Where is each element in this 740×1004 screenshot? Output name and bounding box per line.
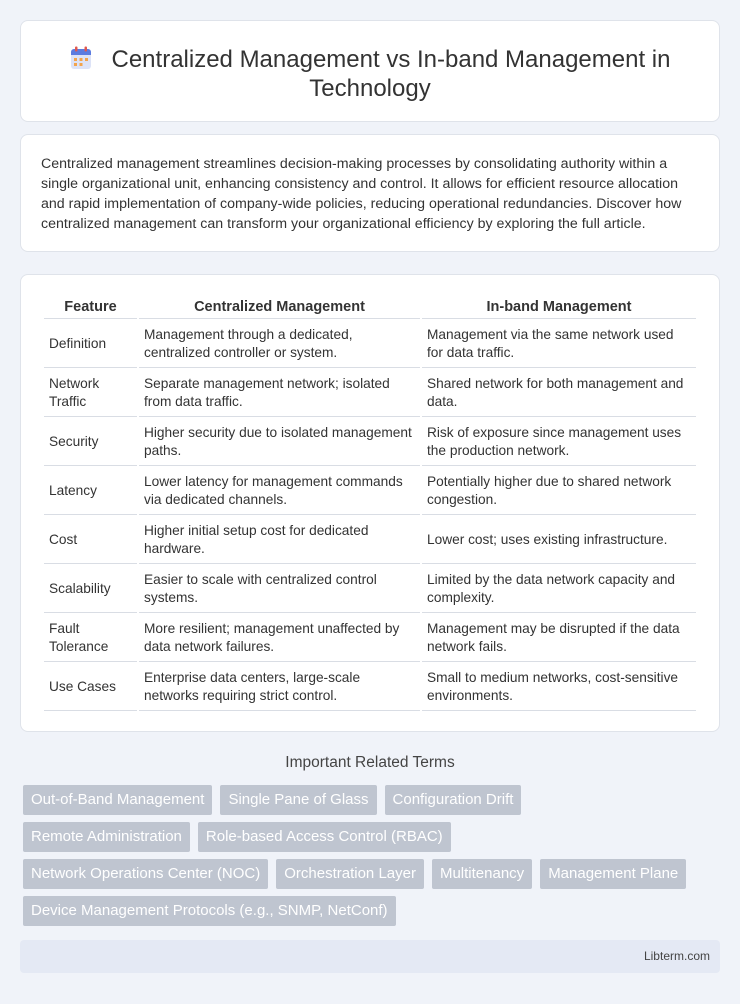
comparison-table (42, 293, 698, 713)
term-row (23, 896, 723, 926)
term-tag[interactable]: Device Management Protocols (e.g., SNMP, NetConf) (23, 896, 396, 926)
term-tag[interactable]: Management Plane (540, 859, 686, 889)
feature-cell: Use Cases (44, 664, 137, 711)
term-row (23, 859, 723, 889)
table-row (44, 566, 696, 613)
term-row (23, 822, 723, 852)
page-title-text: Centralized Management vs In-band Management in Technology (111, 46, 671, 102)
feature-cell: Latency (44, 468, 137, 515)
table-header-row (44, 295, 696, 319)
page-title (21, 45, 719, 103)
centralized-cell: Enterprise data centers, large-scale networks requiring strict control. (139, 664, 420, 711)
footer-site-link[interactable]: Libterm.com (643, 949, 710, 963)
calendar-icon (70, 46, 92, 70)
term-tag[interactable]: Orchestration Layer (276, 859, 424, 889)
table-row (44, 419, 696, 466)
centralized-cell: More resilient; management unaffected by data network failures. (139, 615, 420, 662)
centralized-cell: Easier to scale with centralized control systems. (139, 566, 420, 613)
header-centralized: Centralized Management (139, 295, 420, 319)
term-tag[interactable]: Remote Administration (23, 822, 190, 852)
comparison-card (20, 274, 720, 732)
centralized-cell: Higher security due to isolated management paths. (139, 419, 420, 466)
header-feature: Feature (44, 295, 137, 319)
inband-cell: Management may be disrupted if the data network fails. (422, 615, 696, 662)
related-terms (23, 785, 723, 933)
intro-paragraph: Centralized management streamlines decision-making processes by consolidating authority within a single organizational unit, enhancing consistency and control. It allows for efficient resource allocation and rapid implementation of company-wide policies, reducing operational redundancies. Discover how centralized management can transform your organizational efficiency by exploring the full article. (41, 156, 682, 232)
table-row (44, 615, 696, 662)
feature-cell: Cost (44, 517, 137, 564)
centralized-cell: Management through a dedicated, centralized controller or system. (139, 321, 420, 368)
term-tag[interactable]: Role-based Access Control (RBAC) (198, 822, 451, 852)
table-row (44, 321, 696, 368)
centralized-cell: Lower latency for management commands via dedicated channels. (139, 468, 420, 515)
intro-card (20, 134, 720, 252)
centralized-cell: Higher initial setup cost for dedicated hardware. (139, 517, 420, 564)
inband-cell: Lower cost; uses existing infrastructure. (422, 517, 696, 564)
inband-cell: Potentially higher due to shared network congestion. (422, 468, 696, 515)
feature-cell: Network Traffic (44, 370, 137, 417)
header-inband: In-band Management (422, 295, 696, 319)
centralized-cell: Separate management network; isolated from data traffic. (139, 370, 420, 417)
title-card (20, 20, 720, 122)
table-row (44, 517, 696, 564)
term-tag[interactable]: Single Pane of Glass (220, 785, 376, 815)
feature-cell: Fault Tolerance (44, 615, 137, 662)
feature-cell: Definition (44, 321, 137, 368)
inband-cell: Risk of exposure since management uses the production network. (422, 419, 696, 466)
term-row (23, 785, 723, 815)
inband-cell: Small to medium networks, cost-sensitive environments. (422, 664, 696, 711)
footer (20, 940, 720, 973)
term-tag[interactable]: Configuration Drift (385, 785, 522, 815)
feature-cell: Scalability (44, 566, 137, 613)
table-row (44, 370, 696, 417)
related-terms-heading: Important Related Terms (285, 754, 455, 771)
term-tag[interactable]: Multitenancy (432, 859, 532, 889)
inband-cell: Shared network for both management and data. (422, 370, 696, 417)
table-row (44, 664, 696, 711)
inband-cell: Limited by the data network capacity and complexity. (422, 566, 696, 613)
inband-cell: Management via the same network used for data traffic. (422, 321, 696, 368)
term-tag[interactable]: Out-of-Band Management (23, 785, 212, 815)
feature-cell: Security (44, 419, 137, 466)
table-row (44, 468, 696, 515)
term-tag[interactable]: Network Operations Center (NOC) (23, 859, 268, 889)
